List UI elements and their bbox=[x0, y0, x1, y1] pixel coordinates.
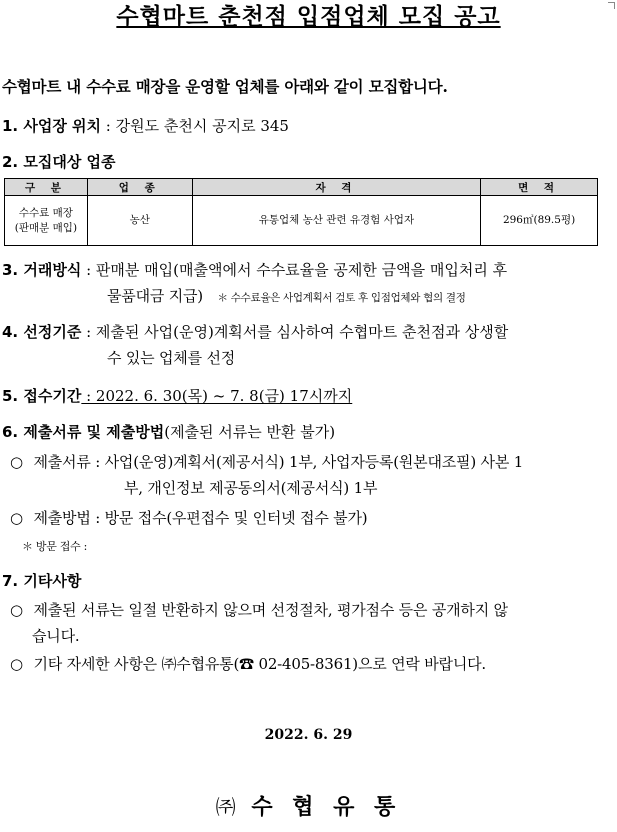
section-2 bbox=[2, 151, 116, 172]
table-row bbox=[5, 196, 598, 246]
section-1-body: : 강원도 춘천시 공지로 345 bbox=[101, 117, 289, 135]
table-header-row bbox=[5, 179, 598, 196]
table-header-area: 면 적 bbox=[481, 179, 598, 196]
section-3-heading: 3. 거래방식 bbox=[2, 261, 82, 279]
section-1-heading: 1. 사업장 위치 bbox=[2, 117, 102, 135]
issuer-signature bbox=[0, 790, 617, 821]
section-5-heading: 5. 접수기간 bbox=[2, 387, 82, 405]
section-6-bullet-2 bbox=[10, 507, 367, 528]
bullet-circle-icon: ○ bbox=[10, 655, 23, 673]
intro-text: 수협마트 내 수수료 매장을 운영할 업체를 아래와 같이 모집합니다. bbox=[2, 77, 448, 96]
bullet-circle-icon: ○ bbox=[10, 453, 23, 471]
section-7-b1-line2: 습니다. bbox=[32, 627, 80, 645]
section-6-bullet-1 bbox=[10, 451, 523, 472]
table-header-qualification: 자 격 bbox=[192, 179, 480, 196]
section-7 bbox=[2, 570, 81, 591]
section-3-line1: : 판매분 매입(매출액에서 수수료율을 공제한 금액을 매입처리 후 bbox=[81, 261, 508, 279]
cell-category-line1: 수수료 매장 bbox=[18, 206, 73, 219]
section-4-heading: 4. 선정기준 bbox=[2, 323, 82, 341]
recruit-table bbox=[4, 178, 598, 246]
section-6-b1-line1: : 사업(운영)계획서(제공서식) 1부, 사업자등록(원본대조필) 사본 1 bbox=[90, 453, 524, 471]
corporation-mark: ㈜ bbox=[215, 795, 238, 819]
section-4-line1: : 제출된 사업(운영)계획서를 심사하여 수협마트 춘천점과 상생할 bbox=[81, 323, 509, 341]
section-6-b1-label: 제출서류 bbox=[33, 453, 91, 471]
section-6-note: ＊ 방문 접수 : bbox=[22, 540, 87, 553]
section-6 bbox=[2, 421, 335, 442]
section-5 bbox=[2, 385, 352, 406]
section-7-heading: 7. 기타사항 bbox=[2, 572, 82, 590]
section-6-tail: (제출된 서류는 반환 불가) bbox=[164, 423, 336, 441]
cell-category bbox=[5, 196, 88, 246]
section-6-heading: 6. 제출서류 및 제출방법 bbox=[2, 423, 165, 441]
section-7-b2: 기타 자세한 사항은 ㈜수협유통(☎ 02-405-8361)으로 연락 바랍니다. bbox=[33, 655, 486, 673]
table-header-industry: 업 종 bbox=[87, 179, 192, 196]
cell-category-line2: (판매분 매입) bbox=[14, 221, 78, 234]
bullet-circle-icon: ○ bbox=[10, 601, 23, 619]
section-6-b2-label: 제출방법 bbox=[33, 509, 91, 527]
bullet-circle-icon: ○ bbox=[10, 509, 23, 527]
section-1 bbox=[2, 115, 289, 136]
section-3-line2a: 물품대금 지급) bbox=[107, 287, 203, 305]
notice-title: 수협마트 춘천점 입점업체 모집 공고 bbox=[116, 4, 501, 30]
section-6-b2-body: : 방문 접수(우편접수 및 인터넷 접수 불가) bbox=[90, 509, 368, 527]
issuer-name: 수 협 유 통 bbox=[251, 795, 402, 820]
cell-area: 296㎡(89.5평) bbox=[481, 196, 598, 246]
section-6-b1-line2: 부, 개인정보 제공동의서(제공서식) 1부 bbox=[124, 479, 378, 497]
cell-industry: 농산 bbox=[87, 196, 192, 246]
section-7-bullet-2 bbox=[10, 653, 486, 674]
section-7-b1-line1: 제출된 서류는 일절 반환하지 않으며 선정절차, 평가점수 등은 공개하지 않 bbox=[33, 601, 508, 619]
section-3-note: ＊ 수수료율은 사업계획서 검토 후 입점업체와 협의 결정 bbox=[217, 292, 466, 304]
section-4-line2: 수 있는 업체를 선정 bbox=[107, 349, 236, 367]
section-3 bbox=[2, 259, 507, 280]
notice-date: 2022. 6. 29 bbox=[264, 727, 353, 743]
section-7-bullet-1 bbox=[10, 599, 508, 620]
section-5-body: : 2022. 6. 30(목) ~ 7. 8(금) 17시까지 bbox=[81, 387, 353, 405]
section-4 bbox=[2, 321, 508, 342]
section-3-line2 bbox=[107, 285, 466, 306]
section-2-heading: 2. 모집대상 업종 bbox=[2, 153, 116, 171]
table-header-category: 구 분 bbox=[5, 179, 88, 196]
cell-qualification: 유통업체 농산 관련 유경험 사업자 bbox=[192, 196, 480, 246]
